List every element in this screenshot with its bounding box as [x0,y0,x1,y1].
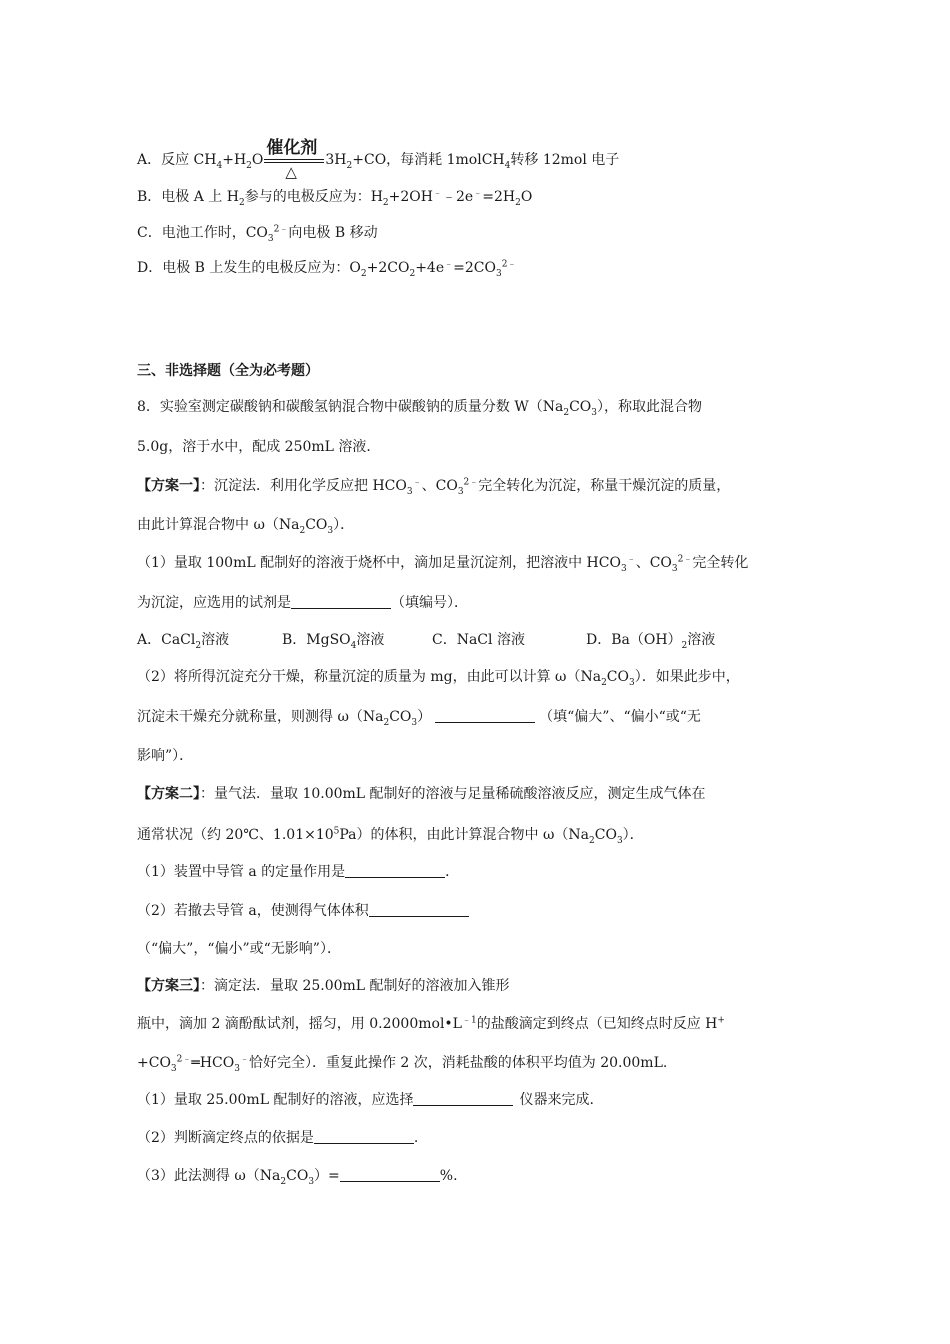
option-d: D．电极 B 上发生的电极反应为：$O_2+2CO_2+4e^﹣=2CO_3^{2﹣}$ [137,259,517,279]
plan-one-q2-line-3: 影响”）． [137,748,194,764]
reagent-options [137,630,715,650]
plan-one-q2-line-1: （2）将所得沉淀充分干燥，称量沉淀的质量为 mg，由此可以计算 $\omega(Na_2CO_3)$．如果此步中， [137,669,740,688]
catalyst-arrow: 催化剂 △ [264,138,324,176]
answer-blank-instrument[interactable] [413,1091,513,1106]
q8-line-1: 8．实验室测定碳酸钠和碳酸氢钠混合物中碳酸钠的质量分数 $W(Na_2CO_3)$，称取此混合物 [137,399,703,418]
plan-one-q1-line-1: （1）量取 100mL 配制好的溶液于烧杯中，滴加足量沉淀剂，把溶液中 $HCO_3^﹣$、$CO_3^{2﹣}$完全转化 [137,554,749,574]
answer-blank-mass-fraction[interactable] [340,1167,440,1182]
option-c: C．电池工作时，$CO_3^{2﹣}$向电极 B 移动 [137,224,378,244]
q8-line-2: 5.0g，溶于水中，配成 250mL 溶液． [137,439,381,455]
plan-three-q3: （3）此法测得 $\omega(Na_2CO_3)=$ %. [137,1168,458,1187]
plan-three-q1: （1）量取 25.00mL 配制好的溶液，应选择 仪器来完成. [137,1092,594,1108]
plan-two-line-1: 【方案二】：量气法．量取 10.00mL 配制好的溶液与足量稀硫酸溶液反应，测定生成气体在 [137,786,706,802]
plan-one-line-1: 【方案一】：沉淀法．利用化学反应把 $HCO_3^﹣$、$CO_3^{2﹣}$完全转化为沉淀，称量干燥沉淀的质量， [137,477,731,497]
reagent-option-d: D．$Ba(OH)_2$溶液 [586,632,716,651]
answer-blank-tube-role[interactable] [345,863,445,878]
answer-blank-gas-volume[interactable] [369,902,469,917]
plan-one-line-2: 由此计算混合物中 $\omega(Na_2CO_3)$． [137,517,355,536]
plan-three-q2: （2）判断滴定终点的依据是 . [137,1130,419,1146]
answer-blank-endpoint[interactable] [314,1129,414,1144]
reagent-option-b: B．MgSO$_4$溶液 [282,632,385,651]
plan-three-line-1: 【方案三】：滴定法．量取 25.00mL 配制好的溶液加入锥形 [137,978,510,994]
plan-one-q2-line-2: 沉淀未干燥充分就称量，则测得 $\omega(Na_2CO_3)$ （填“偏大”、“偏小“或“无 [137,709,701,728]
section-title: 三、非选择题（全为必考题） [137,363,319,379]
plan-three-line-2: 瓶中，滴加 2 滴酚酞试剂，摇匀，用 $0.2000mol•L^{﹣1}$的盐酸滴定到终点（已知终点时反应 H+ [137,1015,725,1032]
plan-two-q2-options: （“偏大”，“偏小”或“无影响”）． [137,941,341,957]
plan-one-q1-line-2: 为沉淀，应选用的试剂是 （填编号）． [137,595,468,611]
reagent-option-c: C．NaCl 溶液 [432,632,525,648]
plan-two-q1: （1）装置中导管 a 的定量作用是 ． [137,864,460,880]
option-a: A．反应 $CH_4+H_2O$ 催化剂 △ $3H_2+CO$，每消耗 1molCH$_4$转移 12mol 电子 [137,138,620,181]
reagent-option-a: A．CaCl$_2$溶液 [137,632,230,651]
plan-two-q2: （2）若撤去导管 a，使测得气体体积 [137,901,469,921]
plan-two-line-2: 通常状况（约 20℃、$1.01\times 10^5Pa$）的体积，由此计算混合物中 $\omega(Na_2CO_3)$． [137,826,644,846]
option-b: B．电极 A 上 $H_2$参与的电极反应为：$H_2+2OH^﹣﹣2e^﹣=2H_2O$ [137,188,533,208]
answer-blank-reagent[interactable] [291,594,391,609]
plan-three-line-3: $+CO_3^{2﹣}═HCO_3^﹣$恰好完全）．重复此操作 2 次，消耗盐酸的体积平均值为 20.00mL. [137,1054,668,1074]
answer-blank-drying[interactable] [435,708,535,723]
